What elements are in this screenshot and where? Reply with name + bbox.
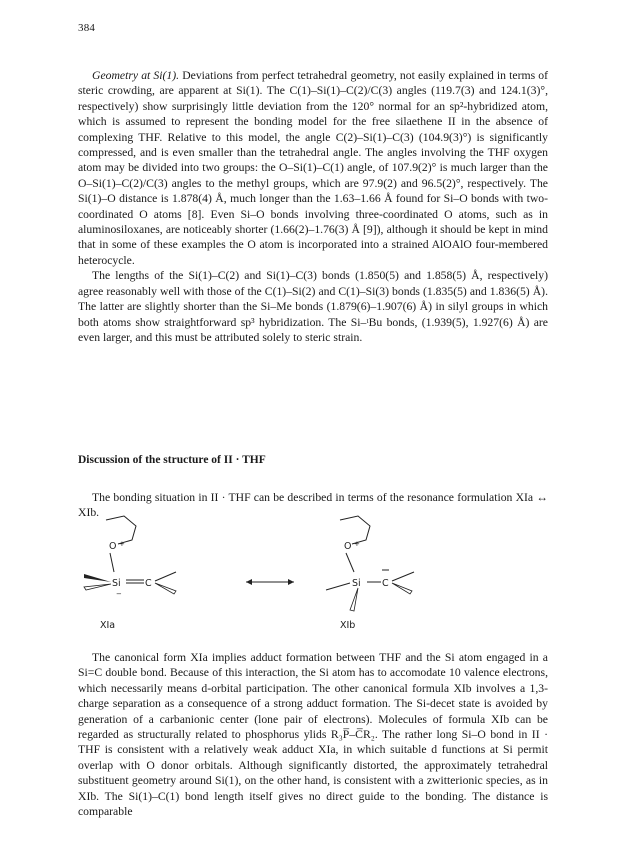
oxygen-charge-a: + bbox=[119, 540, 125, 548]
methyl-wedge-b-down bbox=[350, 588, 358, 611]
canonical-paragraph: The canonical form XIa implies adduct formation between THF and the Si atom engaged in a Si=C double bond. Because of this interaction, the Si atom has to accomodate 10 valence electrons, which necessarily means d-orbital participation. The other canonical formula XIb involves a 1,3-charge separation as a consequence of a strong adduct formation. The Si-decet state is avoided by generation of a carbanionic center (lone pair of electrons). Molecules of formula XIb can be regarded as structurally related to phosphorus ylids R₃P̅–C̅R₂. The rather long Si–O bond in II · THF is consistent with a relatively weak adduct XIa, in which suitable d functions at Si permit overlap with O donor orbitals. Although significantly distorted, the approximately tetrahedral substituent geometry around Si(1), on the other hand, is consistent with a zwitterionic species, as in XIb. The Si(1)–C(1) bond length itself gives no direct guide to the bonding. The distance is comparable bbox=[78, 651, 548, 819]
silicon-charge-a: − bbox=[116, 590, 122, 598]
resonance-arrow bbox=[246, 579, 294, 585]
oxygen-atom-b: O bbox=[344, 541, 352, 552]
figure-caption-xia: XIa bbox=[100, 620, 116, 631]
canonical-paragraph-container bbox=[78, 650, 548, 819]
c-substituent-a-upper bbox=[155, 572, 176, 581]
geometry-paragraph-1-text: Deviations from perfect tetrahedral geometry, not easily explained in terms of steric crowding, are apparent at Si(1). The C(1)–Si(1)–C(2)/C(3) angles (119.7(3) and 124.1(3)°, respectively) show surprisingly little deviation from the 120° normal for an sp²-hybridized atom, which is assumed to represent the bonding model for the free silaethene II in the absence of complexing THF. Relative to this model, the angle C(2)–Si(1)–C(3) (104.9(3)°) is significantly compressed, and is even smaller than the tetrahedral angle. The angles involving the THF oxygen atom may be divided into two groups: the O–Si(1)–C(1) angle, of 107.9(2)° is much larger than the O–Si(1)–C(2)/C(3) angles to the methyl groups, which are 97.9(2) and 96.5(2)°, respectively. The Si(1)–O distance is 1.878(4) Å, much longer than the 1.63–1.66 Å found for Si–O bonds with two-coordinated O atoms [8]. Even Si–O bonds involving three-coordinated O atoms, such as in aluminosiloxanes, are noticeably shorter (1.66(2)–1.76(3) Å [9]), although it should be kept in mind that in some of these examples the O atom is incorporated into a strained AlOAlO four-membered heterocycle. bbox=[78, 69, 548, 267]
page-number: 384 bbox=[78, 22, 96, 34]
oxygen-charge-b: + bbox=[354, 540, 360, 548]
methyl-wedge-a-lower bbox=[84, 584, 111, 590]
structure-xia bbox=[84, 516, 176, 598]
figure-caption-xib: XIb bbox=[340, 620, 356, 631]
o-si-bond-a bbox=[110, 553, 114, 572]
c-substituent-b-lower bbox=[392, 583, 412, 594]
silicon-atom-b: Si bbox=[352, 578, 361, 589]
structure-xib bbox=[326, 516, 414, 611]
bonding-paragraph: The bonding situation in II · THF can be described in terms of the resonance formulation XIa ↔ XIb. bbox=[78, 491, 548, 520]
resonance-structure-figure bbox=[78, 512, 548, 622]
geometry-lead: Geometry at Si(1). bbox=[92, 69, 180, 82]
methyl-bond-b-left bbox=[326, 583, 350, 590]
oxygen-atom-a: O bbox=[109, 541, 117, 552]
c-substituent-a-lower bbox=[155, 583, 176, 594]
section-heading: Discussion of the structure of II · THF bbox=[78, 454, 266, 466]
geometry-paragraph-2: The lengths of the Si(1)–C(2) and Si(1)–C(3) bonds (1.850(5) and 1.858(5) Å, respectively) agree reasonably well with those of the C(1)–Si(2) and C(1)–Si(3) bonds (1.835(5) and 1.836(5) Å). The latter are slightly shorter than the Si–Me bonds (1.879(6)–1.907(6) Å) in silyl groups in which both atoms show straightforward sp³ hybridization. The Si–ᵗBu bonds, (1.939(5), 1.927(6) Å) are even larger, and this must be attributed solely to steric strain. bbox=[78, 269, 548, 344]
geometry-paragraph-1 bbox=[78, 68, 548, 268]
carbon-atom-a: C bbox=[145, 578, 152, 589]
silicon-atom-a: Si bbox=[112, 578, 121, 589]
carbon-atom-b: C bbox=[382, 578, 389, 589]
methyl-wedge-a-upper bbox=[84, 574, 111, 582]
geometry-section bbox=[78, 68, 548, 345]
c-substituent-b-upper bbox=[392, 572, 414, 581]
o-si-bond-b bbox=[346, 553, 354, 572]
